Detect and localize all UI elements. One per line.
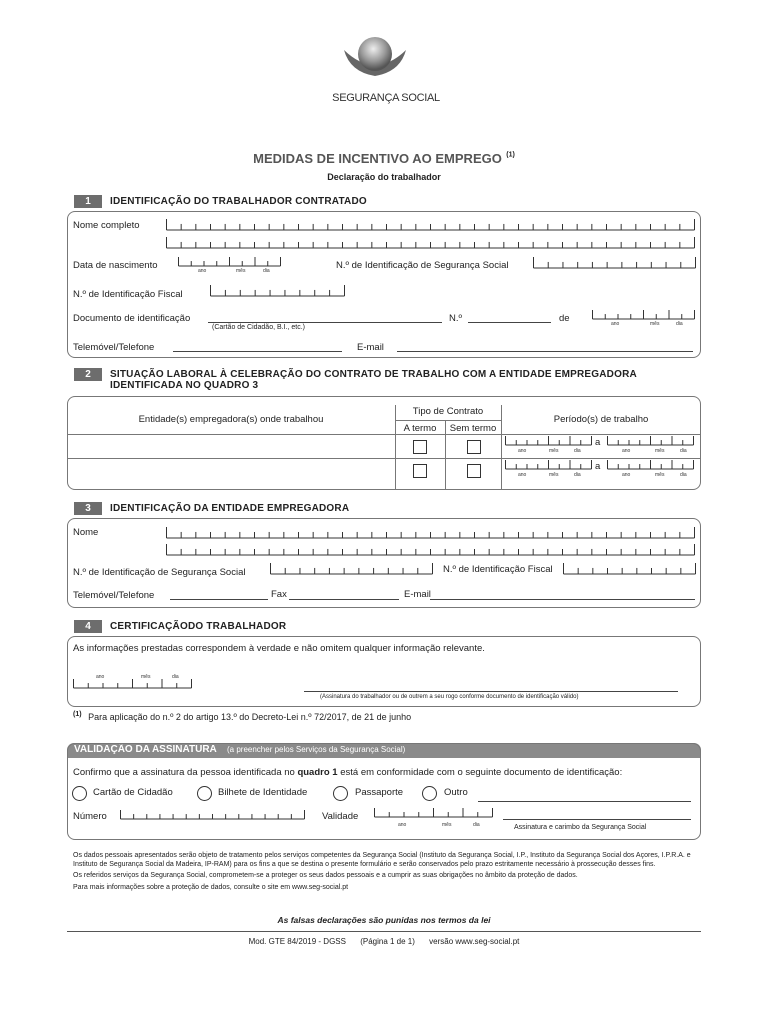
date-day-caption: dia bbox=[574, 472, 581, 478]
section-2-title-line1: SITUAÇÃO LABORAL À CELEBRAÇÃO DO CONTRATO DE TRABALHO COM A ENTIDADE EMPREGADORA bbox=[110, 369, 637, 380]
validity-date-boxes[interactable] bbox=[374, 808, 494, 820]
id-date-label: de bbox=[559, 313, 570, 324]
doc-number-boxes[interactable] bbox=[120, 810, 306, 822]
date-day-caption: dia bbox=[263, 268, 270, 274]
date-month-caption: mês bbox=[655, 472, 665, 478]
date-year-caption: ano bbox=[398, 822, 407, 828]
section-1-title: IDENTIFICAÇÃO DO TRABALHADOR CONTRATADO bbox=[110, 196, 367, 207]
employer-phone-label: Telemóvel/Telefone bbox=[73, 590, 155, 601]
date-day-caption: dia bbox=[172, 674, 179, 680]
worker-signature-hint: (Assinatura do trabalhador ou de outrem a seu rogo conforme documento de identificação válido) bbox=[320, 694, 579, 700]
section-1-number: 1 bbox=[74, 195, 102, 208]
table-divider bbox=[395, 420, 501, 421]
validation-header: VALIDAÇÃO DA ASSINATURA (a preencher pelos Serviços da Segurança Social) bbox=[67, 743, 701, 758]
section-1-box bbox=[67, 211, 701, 358]
full-name-boxes-row1[interactable] bbox=[166, 219, 696, 233]
section-2-title-line2: IDENTIFICADA NO QUADRO 3 bbox=[110, 380, 259, 391]
date-day-caption: dia bbox=[676, 321, 683, 327]
employer-ss-number-boxes[interactable] bbox=[270, 563, 434, 577]
employer-name-boxes-row1[interactable] bbox=[166, 527, 696, 541]
org-name: SEGURANÇA SOCIAL bbox=[332, 92, 440, 104]
email-field[interactable] bbox=[397, 351, 693, 352]
worker-signature-field[interactable] bbox=[304, 691, 678, 692]
date-year-caption: ano bbox=[518, 448, 527, 454]
seguranca-social-logo bbox=[340, 32, 410, 87]
employer-name-label: Nome bbox=[73, 527, 99, 538]
fixed-term-checkbox-row-1[interactable] bbox=[413, 440, 427, 454]
date-month-caption: mês bbox=[236, 268, 246, 274]
privacy-paragraph-3: Para mais informações sobre a proteção de dados, consulte o site em www.seg-social.pt bbox=[73, 883, 349, 891]
employer-name-boxes-row2[interactable] bbox=[166, 544, 696, 558]
table-divider bbox=[395, 405, 396, 489]
doc-number-label: Número bbox=[73, 811, 107, 822]
certification-statement: As informações prestadas correspondem à verdade e não omitem qualquer informação relevante. bbox=[73, 643, 485, 654]
phone-field[interactable] bbox=[173, 351, 342, 352]
privacy-paragraph-1: Os dados pessoais apresentados serão objeto de tratamento pelos serviços competentes da Segurança Social (Instituto da Segurança Social, I.P., Instituto da Segurança Social dos Açores, I.P.R.A. e Instituto de Segurança Social da Madeira, IP-RAM) para os fins a que se destina o presente formulário e serão conservados pelo prazo estritamente necessário à prossecução desses fins. bbox=[73, 852, 691, 868]
employer-fax-label: Fax bbox=[271, 589, 287, 600]
validation-confirm-text: Confirmo que a assinatura da pessoa identificada no quadro 1 está em conformidade com o seguinte documento de identificação: bbox=[73, 767, 623, 778]
date-day-caption: dia bbox=[473, 822, 480, 828]
col-employers-header: Entidade(s) empregadora(s) onde trabalhou bbox=[138, 414, 324, 425]
employer-ss-number-label: N.º de Identificação de Segurança Social bbox=[73, 567, 246, 578]
date-month-caption: mês bbox=[549, 472, 559, 478]
passport-radio[interactable] bbox=[333, 786, 348, 801]
privacy-notice bbox=[73, 852, 697, 892]
col-period-header: Período(s) de trabalho bbox=[553, 414, 649, 425]
stamp-hint: Assinatura e carimbo da Segurança Social bbox=[514, 824, 647, 831]
tax-number-label: N.º de Identificação Fiscal bbox=[73, 289, 183, 300]
date-month-caption: mês bbox=[655, 448, 665, 454]
col-contract-type-header: Tipo de Contrato bbox=[412, 406, 484, 417]
period-to-label: a bbox=[595, 437, 601, 448]
id-number-label: N.º bbox=[449, 313, 462, 324]
employer-phone-field[interactable] bbox=[170, 599, 268, 600]
section-3-title: IDENTIFICAÇÃO DA ENTIDADE EMPREGADORA bbox=[110, 503, 350, 514]
date-year-caption: ano bbox=[198, 268, 207, 274]
period-end-boxes-row-2[interactable] bbox=[607, 460, 695, 472]
footnote: $^{(1)}$ Para aplicação do n.º 2 do artigo 13.º do Decreto-Lei n.º 72/2017, de 21 de junho bbox=[73, 711, 412, 722]
section-4-title: CERTIFICAÇÃODO TRABALHADOR bbox=[110, 621, 287, 632]
ss-number-label: N.º de Identificação de Segurança Social bbox=[336, 260, 509, 271]
birth-date-label: Data de nascimento bbox=[73, 260, 158, 271]
period-start-boxes-row-2[interactable] bbox=[505, 460, 593, 472]
id-document-hint: (Cartão de Cidadão, B.I., etc.) bbox=[212, 324, 305, 331]
citizen-card-radio[interactable] bbox=[72, 786, 87, 801]
id-number-field[interactable] bbox=[468, 322, 551, 323]
period-end-boxes-row-1[interactable] bbox=[607, 436, 695, 448]
employer-row-1-field[interactable] bbox=[68, 435, 395, 458]
privacy-paragraph-2: Os referidos serviços da Segurança Social, comprometem-se a proteger os seus dados pessoais e a cumprir as suas obrigações no âmbito da proteção de dados. bbox=[73, 872, 578, 879]
other-label: Outro bbox=[444, 787, 468, 798]
period-to-label: a bbox=[595, 461, 601, 472]
date-month-caption: mês bbox=[442, 822, 452, 828]
date-month-caption: mês bbox=[650, 321, 660, 327]
footer-info bbox=[0, 937, 768, 946]
section-4-number: 4 bbox=[74, 620, 102, 633]
full-name-label: Nome completo bbox=[73, 220, 140, 231]
employer-tax-number-label: N.º de Identificação Fiscal bbox=[443, 564, 553, 575]
page-subtitle: Declaração do trabalhador bbox=[327, 172, 441, 182]
period-start-boxes-row-1[interactable] bbox=[505, 436, 593, 448]
other-radio[interactable] bbox=[422, 786, 437, 801]
date-day-caption: dia bbox=[680, 448, 687, 454]
employer-tax-number-boxes[interactable] bbox=[563, 563, 697, 577]
employer-email-label: E-mail bbox=[404, 589, 431, 600]
tax-number-boxes[interactable] bbox=[210, 285, 346, 299]
section-3-number: 3 bbox=[74, 502, 102, 515]
date-day-caption: dia bbox=[574, 448, 581, 454]
date-year-caption: ano bbox=[611, 321, 620, 327]
false-declarations-warning: As falsas declarações são punidas nos termos da lei bbox=[277, 915, 491, 925]
id-document-label: Documento de identificação bbox=[73, 313, 191, 324]
no-term-checkbox-row-2[interactable] bbox=[467, 464, 481, 478]
employer-row-2-field[interactable] bbox=[68, 459, 395, 489]
phone-label: Telemóvel/Telefone bbox=[73, 342, 155, 353]
validity-label: Validade bbox=[322, 811, 359, 822]
col-no-term-header: Sem termo bbox=[449, 423, 497, 434]
col-fixed-term-header: A termo bbox=[403, 423, 437, 434]
employer-email-field[interactable] bbox=[430, 599, 695, 600]
date-month-caption: mês bbox=[141, 674, 151, 680]
id-document-field[interactable] bbox=[208, 322, 442, 323]
version-link: versão www.seg-social.pt bbox=[429, 937, 520, 946]
date-year-caption: ano bbox=[96, 674, 105, 680]
email-label: E-mail bbox=[357, 342, 384, 353]
date-year-caption: ano bbox=[518, 472, 527, 478]
section-2-number: 2 bbox=[74, 368, 102, 381]
page-indicator: (Página 1 de 1) bbox=[360, 937, 415, 946]
footer-divider bbox=[67, 931, 701, 932]
date-year-caption: ano bbox=[622, 448, 631, 454]
stamp-signature-field[interactable] bbox=[503, 819, 691, 820]
identity-card-radio[interactable] bbox=[197, 786, 212, 801]
certification-date-boxes[interactable] bbox=[73, 679, 193, 691]
identity-card-label: Bilhete de Identidade bbox=[218, 787, 308, 798]
fixed-term-checkbox-row-2[interactable] bbox=[413, 464, 427, 478]
model-code: Mod. GTE 84/2019 - DGSS bbox=[248, 937, 346, 946]
no-term-checkbox-row-1[interactable] bbox=[467, 440, 481, 454]
other-document-field[interactable] bbox=[478, 801, 691, 802]
full-name-boxes-row2[interactable] bbox=[166, 237, 696, 251]
date-day-caption: dia bbox=[680, 472, 687, 478]
ss-number-boxes[interactable] bbox=[533, 257, 697, 271]
passport-label: Passaporte bbox=[355, 787, 404, 798]
citizen-card-label: Cartão de Cidadão bbox=[93, 787, 173, 798]
employer-fax-field[interactable] bbox=[289, 599, 399, 600]
page-title: MEDIDAS DE INCENTIVO AO EMPREGO $^{(1)}$ bbox=[253, 151, 515, 166]
date-month-caption: mês bbox=[549, 448, 559, 454]
date-year-caption: ano bbox=[622, 472, 631, 478]
